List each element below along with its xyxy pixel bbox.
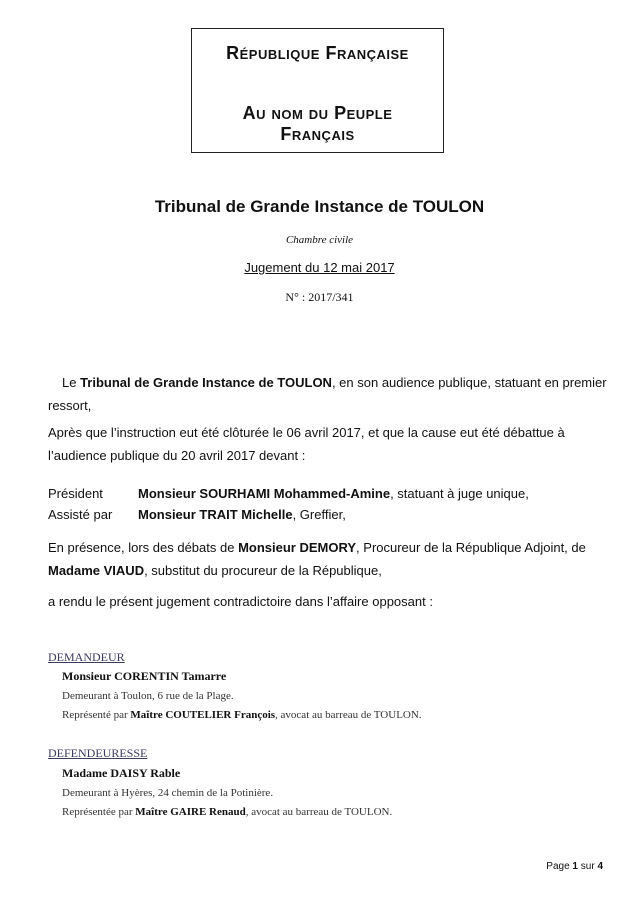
defendant-rep-rest: , avocat au barreau de TOULON. [245,806,393,818]
presence-name-1: Monsieur DEMORY [238,540,357,555]
presence-mid: , Procureur de la République Adjoint, de [356,540,586,555]
rendered-paragraph: a rendu le présent jugement contradictoire dans l’affaire opposant : [48,594,433,609]
intro-court-name: Tribunal de Grande Instance de TOULON [80,375,332,390]
defendant-rep-name: Maître GAIRE Renaud [135,806,246,818]
court-title: Tribunal de Grande Instance de TOULON [154,197,485,216]
assistant-row [48,507,346,522]
plaintiff-name: Monsieur CORENTIN Tamarre [62,669,227,683]
judgment-date: Jugement du 12 mai 2017 [244,260,395,275]
instruction-paragraph: Après que l’instruction eut été clôturée le 06 avril 2017, et que la cause eut été débattue à l’audience publique du 20 avril 2017 devant : [48,425,565,463]
assistant-label: Assisté par [48,507,113,522]
case-number: N° : 2017/341 [285,290,354,304]
defendant-address: Demeurant à Hyères, 24 chemin de la Potinière. [62,787,274,799]
intro-prefix: Le [62,375,81,390]
page-current: 1 [572,861,578,872]
intro-paragraph [48,371,608,417]
defendant-rep-prefix: Représentée par [62,806,136,818]
plaintiff-rep-name: Maître COUTELIER François [130,709,276,721]
assistant-role: , Greffier, [292,507,346,522]
defendant-representative [62,806,392,818]
page-footer [546,861,603,872]
page-sep: sur [577,861,598,872]
president-name: Monsieur SOURHAMI Mohammed-Amine [138,486,391,501]
president-role: , statuant à juge unique, [390,486,529,501]
people-title: Au nom du Peuple Français [242,103,393,144]
presence-prefix: En présence, lors des débats de [48,540,239,555]
page-total: 4 [597,861,603,872]
defendant-section-title: DEFENDEURESSE [48,746,148,760]
assistant-name: Monsieur TRAIT Michelle [138,507,293,522]
plaintiff-representative [62,709,422,721]
defendant-name: Madame DAISY Rable [62,766,181,780]
presence-rest: , substitut du procureur de la République, [144,563,382,578]
republic-title: République Française [226,43,409,63]
president-label: Président [48,486,103,501]
chamber: Chambre civile [285,234,354,246]
plaintiff-section-title: DEMANDEUR [48,650,125,664]
header-box [191,28,444,153]
presence-name-2: Madame VIAUD [48,563,145,578]
intro-rest: , en son audience publique, statuant en premier ressort, [48,375,607,413]
plaintiff-address: Demeurant à Toulon, 6 rue de la Plage. [62,690,234,702]
plaintiff-rep-rest: , avocat au barreau de TOULON. [275,709,422,721]
presence-paragraph [48,536,608,582]
president-row [48,486,529,501]
plaintiff-rep-prefix: Représenté par [62,709,131,721]
page-label: Page [546,861,573,872]
